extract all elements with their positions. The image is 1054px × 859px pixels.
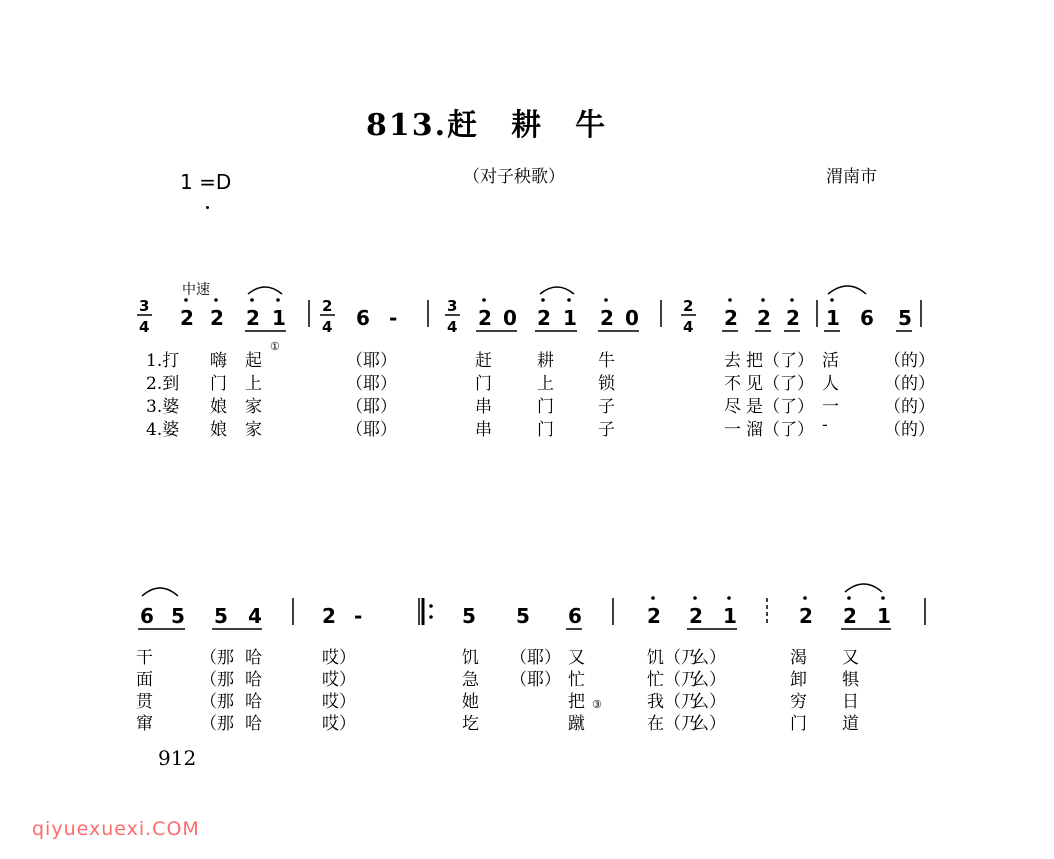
lyric-syllable: 去 — [724, 351, 741, 371]
lyric-syllable: （的） — [884, 374, 935, 394]
time-signature-num: 2 — [322, 297, 333, 315]
lyric-syllable: 把（了） — [746, 351, 814, 371]
lyric-syllable: 急 — [462, 670, 479, 690]
note: 1 — [723, 604, 737, 628]
time-signature-den: 4 — [683, 318, 694, 336]
lyric-syllable: 么） — [692, 714, 726, 734]
lyric-syllable: 哎） — [322, 714, 356, 734]
lyric-syllable: 门 — [790, 714, 807, 734]
lyric-syllable: 又 — [842, 648, 859, 668]
note: 1 — [877, 604, 891, 628]
lyric-syllable: 尽 — [724, 397, 741, 417]
time-signature-den: 4 — [447, 318, 458, 336]
note: 2 — [600, 306, 614, 330]
lyric-syllable: - — [822, 415, 828, 435]
lyric-syllable: （耶） — [510, 670, 561, 690]
lyric-syllable: 把 — [568, 692, 585, 712]
note: 4 — [248, 604, 262, 628]
time-signature-num: 2 — [683, 297, 694, 315]
note: 2 — [724, 306, 738, 330]
lyric-syllable: 人 — [822, 374, 839, 394]
lyric-syllable: （的） — [884, 397, 935, 417]
note: 6 — [356, 306, 370, 330]
note: 2 — [647, 604, 661, 628]
lyric-syllable: 3.婆 — [146, 397, 180, 417]
footnote-mark: ③ — [592, 698, 602, 711]
lyric-syllable: 圪 — [462, 714, 479, 734]
lyric-syllable: 饥 — [462, 648, 479, 668]
lyric-syllable: （那 — [200, 670, 234, 690]
lyric-syllable: 见（了） — [746, 374, 814, 394]
note: 0 — [503, 306, 517, 330]
note: 2 — [537, 306, 551, 330]
lyric-syllable: 锁 — [598, 374, 615, 394]
note: 5 — [462, 604, 476, 628]
lyric-syllable: 一 — [822, 397, 839, 417]
lyric-syllable: 么） — [692, 670, 726, 690]
song-subtitle: （对子秧歌） — [463, 167, 565, 187]
lyric-syllable: 日 — [842, 692, 859, 712]
lyric-syllable: 哈 — [245, 714, 262, 734]
lyric-syllable: 4.婆 — [146, 420, 180, 440]
lyric-syllable: 哎） — [322, 670, 356, 690]
lyric-syllable: 渴 — [790, 648, 807, 668]
lyric-syllable: 娘 — [210, 420, 227, 440]
lyric-syllable: 子 — [598, 397, 615, 417]
lyric-syllable: （那 — [200, 648, 234, 668]
note: 1 — [826, 306, 840, 330]
lyric-syllable: 道 — [842, 714, 859, 734]
note: 2 — [210, 306, 224, 330]
lyric-syllable: 不 — [724, 374, 741, 394]
note: 5 — [214, 604, 228, 628]
note: 5 — [898, 306, 912, 330]
note: 2 — [180, 306, 194, 330]
time-signature-den: 4 — [322, 318, 333, 336]
lyric-syllable: 一 — [724, 420, 741, 440]
lyric-syllable: 哎） — [322, 648, 356, 668]
lyric-syllable: 耕 — [537, 351, 554, 371]
page-number: 912 — [158, 746, 197, 770]
lyric-syllable: 2.到 — [146, 374, 180, 394]
lyric-syllable: 在（乃 — [647, 714, 698, 734]
lyric-syllable: 门 — [537, 397, 554, 417]
lyric-syllable: 赶 — [475, 351, 492, 371]
note: 5 — [516, 604, 530, 628]
lyric-syllable: 犋 — [842, 670, 859, 690]
lyric-syllable: 串 — [475, 420, 492, 440]
lyric-syllable: （耶） — [346, 420, 397, 440]
lyric-syllable: 溜（了） — [746, 420, 814, 440]
lyric-syllable: 门 — [537, 420, 554, 440]
note: 0 — [625, 306, 639, 330]
lyric-syllable: 么） — [692, 648, 726, 668]
time-signature-num: 3 — [139, 297, 150, 315]
lyric-syllable: 面 — [136, 670, 153, 690]
lyric-syllable: 哈 — [245, 670, 262, 690]
note: - — [354, 604, 363, 628]
note: 2 — [757, 306, 771, 330]
note: 2 — [322, 604, 336, 628]
song-title: 813.赶 耕 牛 — [366, 108, 608, 143]
lyric-syllable: 卸 — [790, 670, 807, 690]
lyric-syllable: 子 — [598, 420, 615, 440]
lyric-syllable: （耶） — [346, 351, 397, 371]
note: 1 — [272, 306, 286, 330]
time-signature-den: 4 — [139, 318, 150, 336]
note: 6 — [568, 604, 582, 628]
lyric-syllable: 我（乃 — [647, 692, 698, 712]
lyric-syllable: 娘 — [210, 397, 227, 417]
note: 1 — [563, 306, 577, 330]
lyric-syllable: 穷 — [790, 692, 807, 712]
footnote-mark: ① — [270, 340, 280, 353]
note: - — [389, 306, 398, 330]
note: 2 — [689, 604, 703, 628]
lyric-syllable: 窜 — [136, 714, 153, 734]
note: 2 — [478, 306, 492, 330]
lyric-syllable: （那 — [200, 714, 234, 734]
lyric-syllable: （耶） — [346, 397, 397, 417]
lyric-syllable: 上 — [537, 374, 554, 394]
lyric-syllable: 上 — [245, 374, 262, 394]
lyric-syllable: 哈 — [245, 648, 262, 668]
lyric-syllable: 么） — [692, 692, 726, 712]
lyric-syllable: 哎） — [322, 692, 356, 712]
tempo-marking: 中速 — [182, 282, 210, 298]
lyric-syllable: （耶） — [346, 374, 397, 394]
lyric-syllable: 门 — [475, 374, 492, 394]
lyric-syllable: 起 — [245, 351, 262, 371]
lyric-syllable: 串 — [475, 397, 492, 417]
lyric-syllable: 忙 — [568, 670, 585, 690]
lyric-syllable: 是（了） — [746, 397, 814, 417]
lyric-syllable: 又 — [568, 648, 585, 668]
note: 5 — [171, 604, 185, 628]
song-location: 渭南市 — [826, 167, 877, 187]
note: 2 — [799, 604, 813, 628]
lyric-syllable: 门 — [210, 374, 227, 394]
note: 2 — [786, 306, 800, 330]
lyric-syllable: 贯 — [136, 692, 153, 712]
lyric-syllable: （的） — [884, 351, 935, 371]
lyric-syllable: 忙（乃 — [647, 670, 698, 690]
watermark: qiyuexuexi.COM — [32, 818, 200, 840]
note: 2 — [246, 306, 260, 330]
note: 6 — [860, 306, 874, 330]
lyric-syllable: 嗨 — [210, 351, 227, 371]
lyric-syllable: 家 — [245, 397, 262, 417]
note: 6 — [140, 604, 154, 628]
lyric-syllable: 牛 — [598, 351, 615, 371]
time-signature-num: 3 — [447, 297, 458, 315]
note: 2 — [843, 604, 857, 628]
lyric-syllable: （耶） — [510, 648, 561, 668]
lyric-syllable: 干 — [136, 648, 153, 668]
lyric-syllable: 她 — [462, 692, 479, 712]
lyric-syllable: （那 — [200, 692, 234, 712]
lyric-syllable: 家 — [245, 420, 262, 440]
lyric-syllable: 1.打 — [146, 351, 180, 371]
key-signature: 1 =D — [180, 170, 232, 194]
lyric-syllable: 饥（乃 — [647, 648, 698, 668]
lyric-syllable: （的） — [884, 420, 935, 440]
lyric-syllable: 蹴 — [568, 714, 585, 734]
lyric-syllable: 活 — [822, 351, 839, 371]
lyric-syllable: 哈 — [245, 692, 262, 712]
